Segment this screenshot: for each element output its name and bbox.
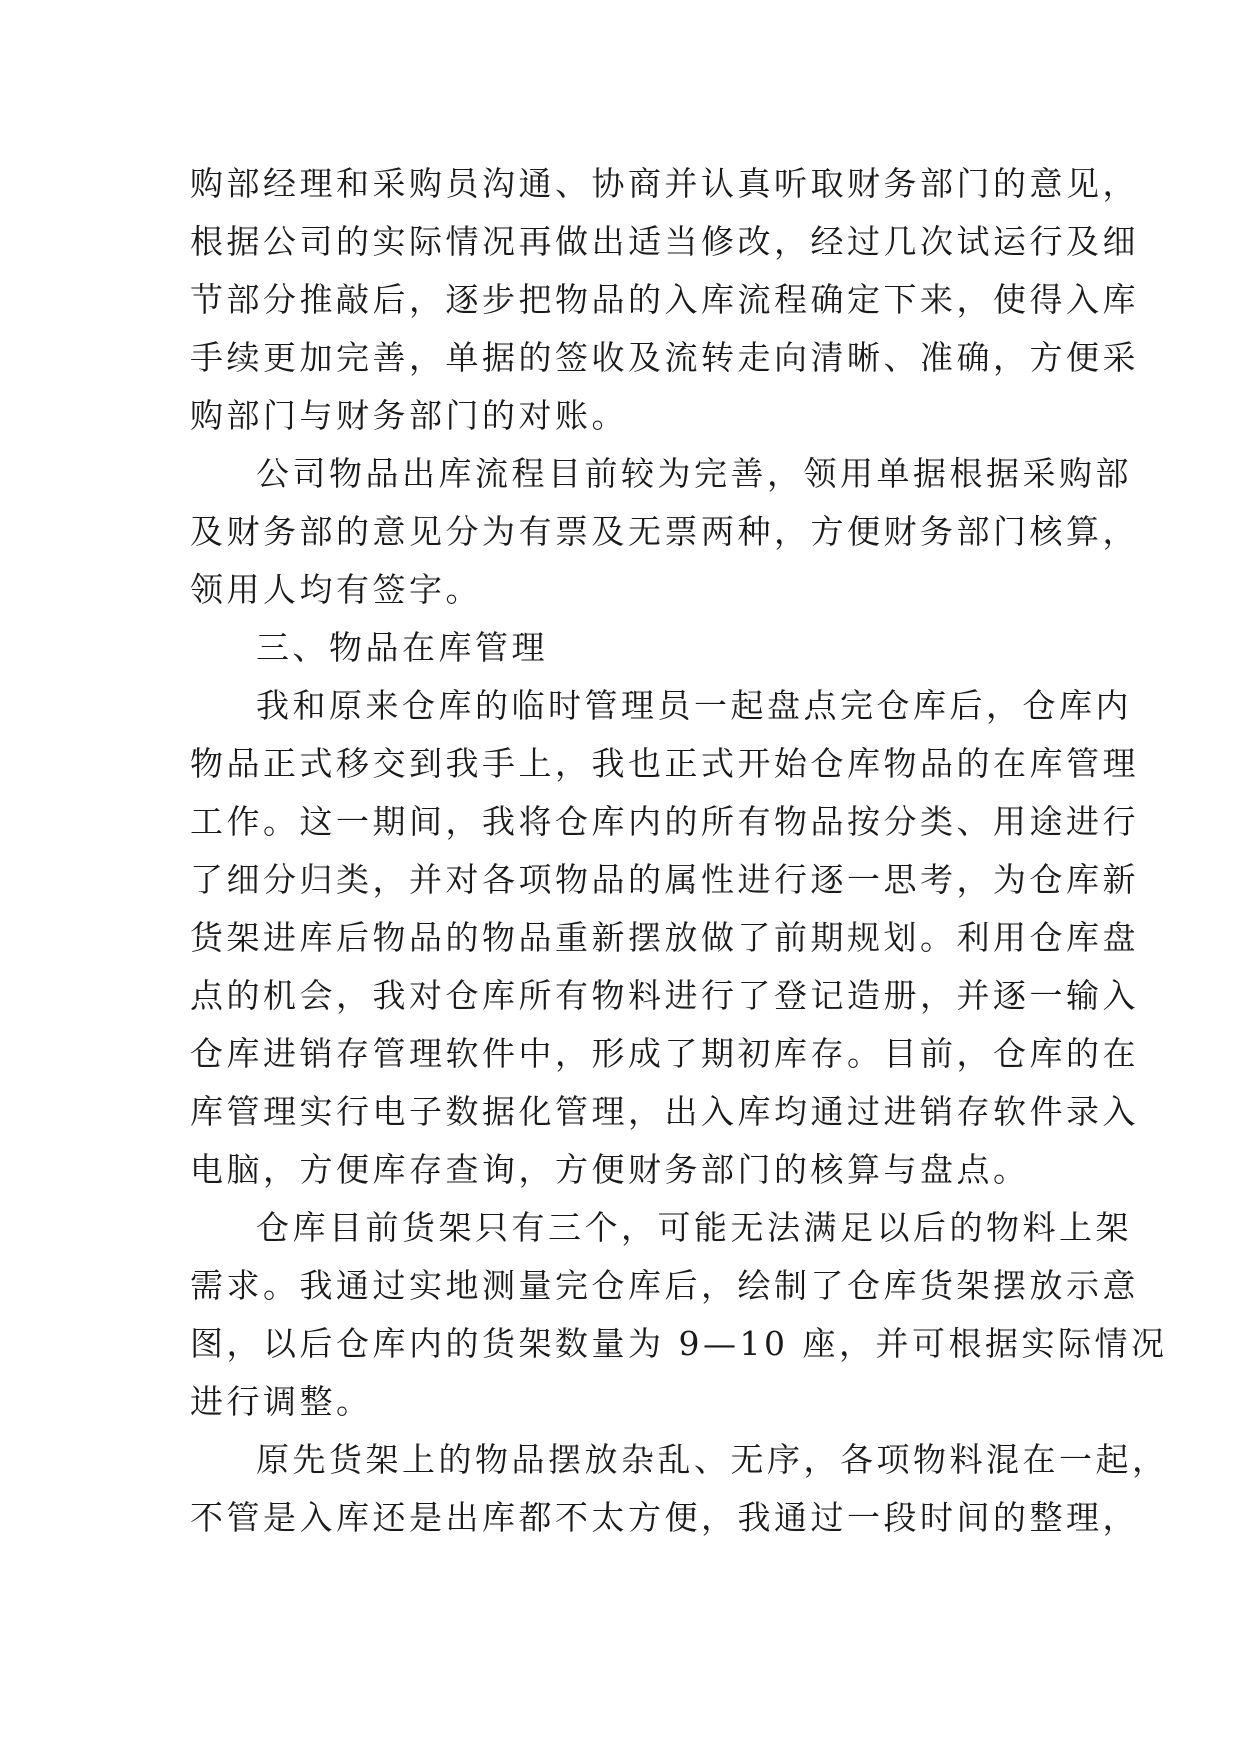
text-line: 节部分推敲后，逐步把物品的入库流程确定下来，使得入库 (190, 280, 1139, 319)
text-line: 货架进库后物品的物品重新摆放做了前期规划。利用仓库盘 (190, 918, 1139, 957)
text-line: 物品正式移交到我手上，我也正式开始仓库物品的在库管理 (190, 744, 1139, 783)
text-line: 库管理实行电子数据化管理，出入库均通过进销存软件录入 (190, 1092, 1139, 1131)
text-line: 图，以后仓库内的货架数量为 9—10 座，并可根据实际情况 (190, 1324, 1168, 1363)
text-line: 购部门与财务部门的对账。 (190, 396, 628, 435)
text-line: 手续更加完善，单据的签收及流转走向清晰、准确，方便采 (190, 338, 1139, 377)
text-line: 原先货架上的物品摆放杂乱、无序，各项物料混在一起， (256, 1440, 1169, 1479)
text-line: 购部经理和采购员沟通、协商并认真听取财务部门的意见， (190, 164, 1139, 203)
text-line: 工作。这一期间，我将仓库内的所有物品按分类、用途进行 (190, 802, 1139, 841)
body-text (190, 155, 1169, 1547)
text-line: 公司物品出库流程目前较为完善，领用单据根据采购部 (256, 454, 1132, 493)
text-line: 进行调整。 (190, 1382, 373, 1421)
text-line: 仓库目前货架只有三个，可能无法满足以后的物料上架 (256, 1208, 1132, 1247)
text-line: 领用人均有签字。 (190, 570, 482, 609)
text-line: 根据公司的实际情况再做出适当修改，经过几次试运行及细 (190, 222, 1139, 261)
text-line: 我和原来仓库的临时管理员一起盘点完仓库后，仓库内 (256, 686, 1132, 725)
text-line: 三、物品在库管理 (256, 628, 548, 667)
text-line: 需求。我通过实地测量完仓库后，绘制了仓库货架摆放示意 (190, 1266, 1139, 1305)
text-line: 了细分归类，并对各项物品的属性进行逐一思考，为仓库新 (190, 860, 1139, 899)
text-line: 点的机会，我对仓库所有物料进行了登记造册，并逐一输入 (190, 976, 1139, 1015)
text-line: 不管是入库还是出库都不太方便，我通过一段时间的整理， (190, 1498, 1139, 1537)
text-line: 电脑，方便库存查询，方便财务部门的核算与盘点。 (190, 1150, 1030, 1189)
text-line: 及财务部的意见分为有票及无票两种，方便财务部门核算， (190, 512, 1139, 551)
text-line: 仓库进销存管理软件中，形成了期初库存。目前，仓库的在 (190, 1034, 1139, 1073)
